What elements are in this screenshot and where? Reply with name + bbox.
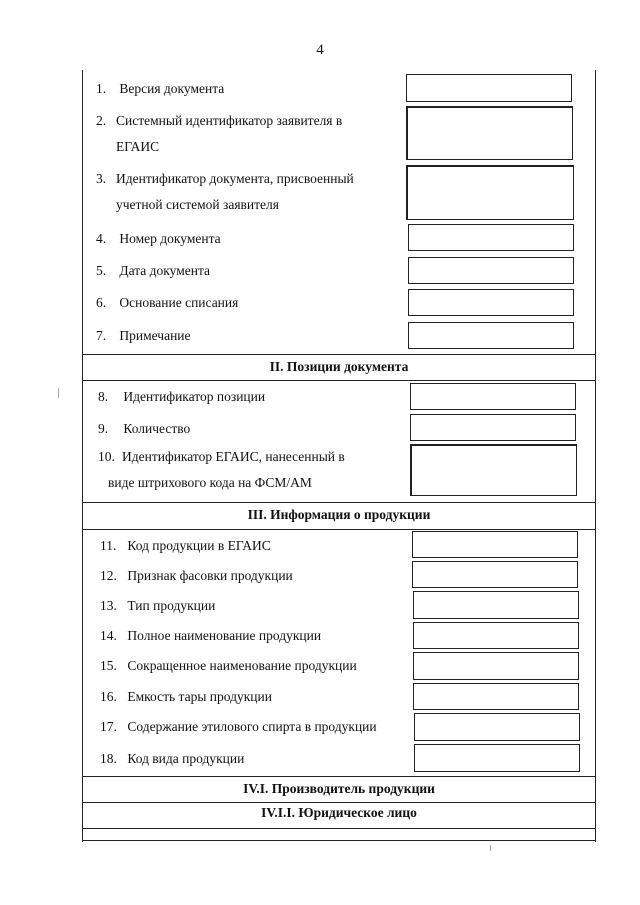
item-number: 7. xyxy=(96,328,107,343)
section-header-document-positions: II. Позиции документа xyxy=(82,354,596,381)
field-label-product-type xyxy=(100,593,215,619)
short-product-name-field[interactable] xyxy=(413,652,579,680)
field-label-write-off-reason xyxy=(96,290,238,316)
item-text: Количество xyxy=(123,421,191,436)
item-text-line2: виде штрихового кода на ФСМ/АМ xyxy=(108,475,312,490)
write-off-reason-field[interactable] xyxy=(408,289,574,316)
item-text-line2: ЕГАИС xyxy=(116,139,160,154)
packaging-flag-field[interactable] xyxy=(412,561,578,588)
note-field[interactable] xyxy=(408,322,574,349)
document-version-field[interactable] xyxy=(406,74,572,102)
item-number: 6. xyxy=(96,295,107,310)
item-number: 17. xyxy=(100,719,117,734)
item-number: 8. xyxy=(98,389,109,404)
item-text-line1: Системный идентификатор заявителя в xyxy=(116,113,343,128)
item-text: Дата документа xyxy=(119,263,211,278)
item-text: Номер документа xyxy=(119,231,221,246)
alcohol-content-field[interactable] xyxy=(414,713,580,741)
item-text-line1: Идентификатор ЕГАИС, нанесенный в xyxy=(122,449,345,464)
field-label-position-id xyxy=(98,384,265,410)
item-text: Версия документа xyxy=(119,81,225,96)
field-label-alcohol-content xyxy=(100,714,377,740)
field-label-quantity xyxy=(98,416,190,442)
full-product-name-field[interactable] xyxy=(413,622,579,649)
item-text: Код продукции в ЕГАИС xyxy=(127,538,271,553)
item-number: 10. xyxy=(98,449,115,464)
item-number: 13. xyxy=(100,598,117,613)
field-label-product-kind-code xyxy=(100,746,244,772)
field-label-system-id xyxy=(96,108,388,160)
item-text-line2: учетной системой заявителя xyxy=(116,197,279,212)
bottom-rule xyxy=(82,840,596,841)
item-text: Тип продукции xyxy=(127,598,216,613)
scan-artifact xyxy=(58,388,59,398)
item-number: 2. xyxy=(96,113,107,128)
field-label-full-product-name xyxy=(100,623,321,649)
item-number: 3. xyxy=(96,171,107,186)
item-text: Содержание этилового спирта в продукции xyxy=(127,719,377,734)
field-label-document-date xyxy=(96,258,210,284)
section-header-product-info: III. Информация о продукции xyxy=(82,502,596,530)
item-number: 4. xyxy=(96,231,107,246)
document-number-field[interactable] xyxy=(408,224,574,251)
field-label-product-code xyxy=(100,533,271,559)
product-type-field[interactable] xyxy=(413,591,579,619)
item-text: Полное наименование продукции xyxy=(127,628,322,643)
item-text: Емкость тары продукции xyxy=(127,689,272,704)
item-number: 1. xyxy=(96,81,107,96)
position-id-field[interactable] xyxy=(410,383,576,410)
item-text: Код вида продукции xyxy=(127,751,245,766)
container-capacity-field[interactable] xyxy=(413,683,579,710)
field-label-packaging-flag xyxy=(100,563,293,589)
field-label-egais-barcode-id xyxy=(98,444,390,496)
item-number: 14. xyxy=(100,628,117,643)
field-label-document-number xyxy=(96,226,221,252)
item-number: 5. xyxy=(96,263,107,278)
field-label-container-capacity xyxy=(100,684,272,710)
item-text: Сокращенное наименование продукции xyxy=(127,658,357,673)
field-label-document-version xyxy=(96,76,224,102)
item-number: 9. xyxy=(98,421,109,436)
item-number: 18. xyxy=(100,751,117,766)
scan-artifact xyxy=(490,845,491,851)
product-code-field[interactable] xyxy=(412,531,578,558)
item-text: Примечание xyxy=(119,328,191,343)
item-number: 12. xyxy=(100,568,117,583)
item-text: Признак фасовки продукции xyxy=(127,568,293,583)
item-number: 11. xyxy=(100,538,117,553)
document-id-field[interactable] xyxy=(406,165,574,220)
item-text: Идентификатор позиции xyxy=(123,389,266,404)
section-header-producer: IV.I. Производитель продукции xyxy=(82,776,596,803)
item-text-line1: Идентификатор документа, присвоенный xyxy=(116,171,354,186)
item-number: 16. xyxy=(100,689,117,704)
page-number: 4 xyxy=(316,42,324,58)
item-text: Основание списания xyxy=(119,295,239,310)
egais-barcode-id-field[interactable] xyxy=(410,444,577,496)
field-label-short-product-name xyxy=(100,653,357,679)
quantity-field[interactable] xyxy=(410,414,576,441)
field-label-note xyxy=(96,323,191,349)
product-kind-code-field[interactable] xyxy=(414,744,580,772)
field-label-document-id xyxy=(96,166,388,218)
section-header-legal-entity: IV.I.I. Юридическое лицо xyxy=(82,802,596,829)
item-number: 15. xyxy=(100,658,117,673)
document-date-field[interactable] xyxy=(408,257,574,284)
system-id-field[interactable] xyxy=(406,106,573,160)
